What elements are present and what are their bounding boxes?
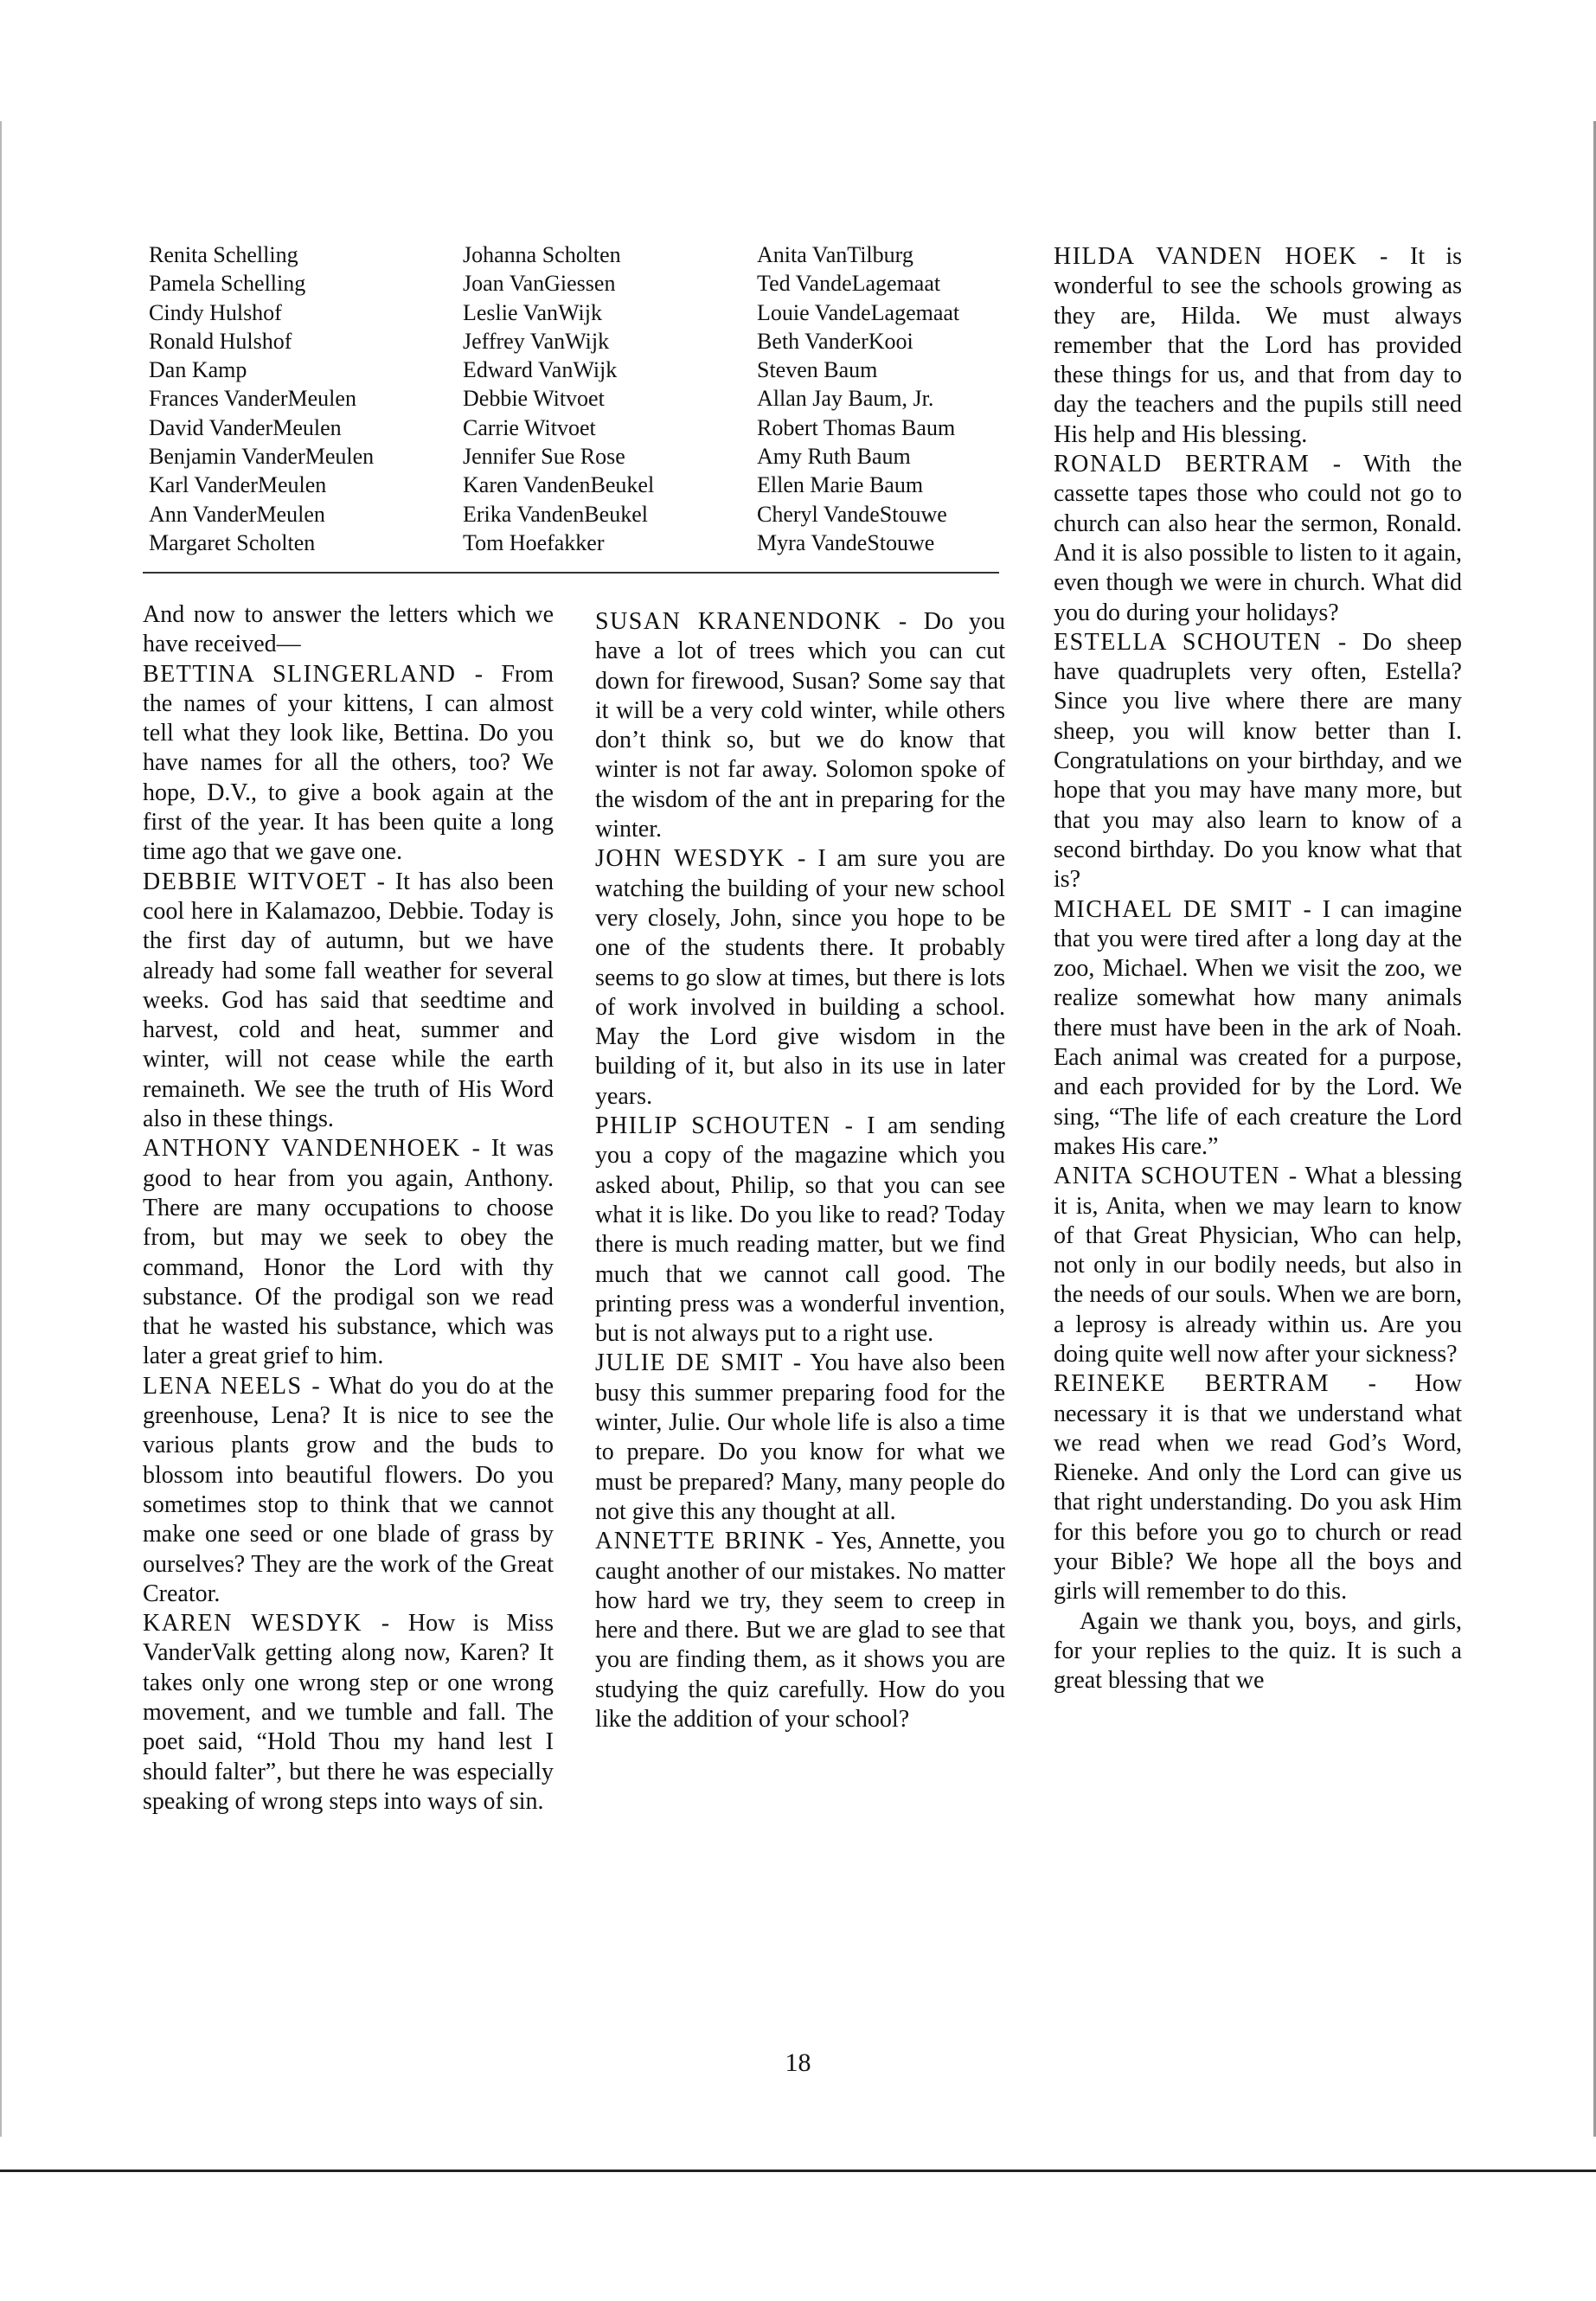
quiz-name-item: Louie VandeLagemaat xyxy=(757,299,960,325)
quiz-name-item: Benjamin VanderMeulen xyxy=(149,444,375,470)
quiz-name-item: Myra VandeStouwe xyxy=(757,529,935,555)
closing-paragraph: Again we thank you, boys, and girls, for your replies to the quiz. It is such a great blessing that we xyxy=(1054,1607,1462,1695)
letter-hilda xyxy=(1054,242,1462,450)
letter-text: Do you have a lot of trees which you can cut down for firewood, Susan? Some say that it will be a very cold winter, while others don’t think so, but we do know that winter is not far away. Solomon spoke of the wisdom of the ant in preparing for the winter. xyxy=(595,608,1005,843)
letter-name: RONALD BERTRAM - xyxy=(1054,451,1343,478)
letter-name: REINEKE BERTRAM - xyxy=(1054,1370,1378,1398)
letter-john xyxy=(595,844,1005,1112)
letter-philip xyxy=(595,1112,1005,1349)
letter-name: ANITA SCHOUTEN - xyxy=(1054,1163,1298,1190)
quiz-names-column-3 xyxy=(757,240,959,557)
letter-text: What a blessing it is, Anita, when we may learn to know of that Great Physician, Who can help, not only in our bodily needs, but also in the needs of our souls. When we are born, a leprosy is already within us. Are you doing quite well now after your sickness? xyxy=(1054,1163,1463,1368)
letter-text: You have also been busy this summer preparing food for the winter, Julie. Our whole life is also a time to prepare. Do you know for what we must be prepared? Many, many people do not give this any thought at all. xyxy=(595,1349,1005,1525)
quiz-name-item: Karen VandenBeukel xyxy=(463,472,655,498)
letter-text: It is wonderful to see the schools growing as they are, Hilda. We must always remember that the Lord has provided these things for us, and that from day to day the teachers and the pupils still need His help and His blessing. xyxy=(1054,243,1463,448)
letter-name: SUSAN KRANENDONK - xyxy=(595,608,908,635)
letter-ronald xyxy=(1054,450,1462,628)
letter-name: HILDA VANDEN HOEK - xyxy=(1054,243,1389,270)
letter-name: JOHN WESDYK - xyxy=(595,845,807,873)
quiz-name-item: Cindy Hulshof xyxy=(149,299,282,325)
letter-bettina xyxy=(143,660,554,868)
article-column-1 xyxy=(143,600,554,1817)
quiz-name-item: Allan Jay Baum, Jr. xyxy=(757,386,934,412)
quiz-name-item: Anita VanTilburg xyxy=(757,242,913,267)
article-column-2 xyxy=(595,607,1005,1734)
quiz-name-item: Cheryl VandeStouwe xyxy=(757,501,947,527)
letter-name: ANTHONY VANDENHOEK - xyxy=(143,1135,482,1163)
letter-michael xyxy=(1054,895,1462,1163)
letter-anita xyxy=(1054,1162,1462,1369)
letter-lena xyxy=(143,1372,554,1609)
page-number: 18 xyxy=(785,2048,811,2077)
quiz-name-item: Beth VanderKooi xyxy=(757,328,913,354)
quiz-name-item: Renita Schelling xyxy=(149,242,298,267)
quiz-name-item: Ted VandeLagemaat xyxy=(757,271,941,297)
quiz-name-item: Edward VanWijk xyxy=(463,357,618,383)
letter-text: Do sheep have quadruplets very often, Estella? Since you live where there are many sheep, you will know better than I. Congratulations on your birthday, and we hope that you may have many more, but that you may also learn to know of a second birthday. Do you know what that is? xyxy=(1054,628,1462,894)
quiz-name-item: Ann VanderMeulen xyxy=(149,501,325,527)
quiz-name-item: Jennifer Sue Rose xyxy=(463,444,625,470)
letter-name: KAREN WESDYK - xyxy=(143,1610,391,1638)
letter-text: I can imagine that you were tired after a long day at the zoo, Michael. When we visit the zoo, we realize somewhat how many animals there must have been in the ark of Noah. Each animal was created for a purpose, and each provided for by the Lord. We sing, “The life of each creature the Lord makes His care.” xyxy=(1054,895,1463,1160)
quiz-name-item: Jeffrey VanWijk xyxy=(463,328,610,354)
quiz-name-item: David VanderMeulen xyxy=(149,414,342,440)
quiz-name-item: Joan VanGiessen xyxy=(463,271,616,297)
letter-karen xyxy=(143,1609,554,1817)
letter-debbie xyxy=(143,868,554,1135)
quiz-name-item: Margaret Scholten xyxy=(149,529,316,555)
letter-name: ESTELLA SCHOUTEN - xyxy=(1054,628,1348,656)
letter-name: JULIE DE SMIT - xyxy=(595,1349,803,1377)
letter-name: ANNETTE BRINK - xyxy=(595,1528,825,1555)
letter-text: I am sending you a copy of the magazine which you asked about, Philip, so that you can see what it is like. Do you like to read? Today there is much reading matter, but we find much that we cannot call good. The printing press was a wonderful invention, but is not always put to a right use. xyxy=(595,1112,1005,1348)
letter-name: PHILIP SCHOUTEN - xyxy=(595,1112,855,1140)
quiz-name-item: Erika VandenBeukel xyxy=(463,501,648,527)
article-column-3 xyxy=(1054,242,1462,1696)
quiz-name-item: Pamela Schelling xyxy=(149,271,306,297)
letter-reineke xyxy=(1054,1369,1462,1606)
letter-julie xyxy=(595,1349,1005,1527)
quiz-name-item: Leslie VanWijk xyxy=(463,299,602,325)
letter-text: How necessary it is that we understand what we read when we read God’s Word, Rieneke. And only the Lord can give us that right understanding. Do you ask Him for this before you go to church or read your Bible? We hope all the boys and girls will remember to do this. xyxy=(1054,1370,1463,1606)
quiz-name-item: Johanna Scholten xyxy=(463,242,621,267)
quiz-name-item: Dan Kamp xyxy=(149,357,247,383)
letter-anthony xyxy=(143,1134,554,1371)
letter-text: Yes, Annette, you caught another of our mistakes. No matter how hard we try, they seem to creep in here and there. But we are glad to see that you are finding them, as it shows you are studying the quiz carefully. How do you like the addition of your school? xyxy=(595,1528,1005,1733)
letter-susan xyxy=(595,607,1005,844)
letter-text: It has also been cool here in Kalamazoo, Debbie. Today is the first day of autumn, but we have already had some fall weather for several weeks. God has said that seedtime and harvest, cold and heat, summer and winter, will not cease while the earth remaineth. We see the truth of His Word also in these things. xyxy=(143,868,554,1133)
letter-name: MICHAEL DE SMIT - xyxy=(1054,895,1313,923)
quiz-name-item: Ronald Hulshof xyxy=(149,328,292,354)
letters-intro: And now to answer the letters which we have received— xyxy=(143,601,554,658)
letter-text: How is Miss VanderValk getting along now, Karen? It takes only one wrong step or one wrong movement, and we tumble and fall. The poet said, “Hold Thou my hand lest I should falter”, but there he was especially speaking of wrong steps into ways of sin. xyxy=(143,1610,554,1815)
quiz-name-item: Tom Hoefakker xyxy=(463,529,605,555)
letter-text: It was good to hear from you again, Anthony. There are many occupations to choose from, but may we seek to obey the command, Honor the Lord with thy substance. Of the prodigal son we read that he wasted his substance, which was later a great grief to him. xyxy=(143,1135,554,1370)
quiz-name-item: Ellen Marie Baum xyxy=(757,472,924,498)
letter-estella xyxy=(1054,628,1462,895)
quiz-name-item: Steven Baum xyxy=(757,357,878,383)
quiz-name-item: Debbie Witvoet xyxy=(463,386,605,412)
letter-name: DEBBIE WITVOET - xyxy=(143,868,387,895)
letter-annette xyxy=(595,1527,1005,1734)
letter-text: I am sure you are watching the building of your new school very closely, John, since you hope to be one of the students there. It probably seems to go slow at times, but there is lots of work involved in building a school. May the Lord give wisdom in the building of it, but also in its use in later years. xyxy=(595,845,1005,1110)
letter-text: With the cassette tapes those who could not go to church can also hear the sermon, Ronald. And it is also possible to listen to it again, even though we were in church. What did you do during your holidays? xyxy=(1054,451,1462,626)
quiz-name-item: Karl VanderMeulen xyxy=(149,472,327,498)
quiz-name-item: Frances VanderMeulen xyxy=(149,386,356,412)
quiz-names-column-2 xyxy=(463,240,654,557)
letter-name: LENA NEELS - xyxy=(143,1372,322,1400)
quiz-names-column-1 xyxy=(149,240,374,557)
letter-text: From the names of your kittens, I can almost tell what they look like, Bettina. Do you have names for all the others, too? We hope, D.V., to give a book again at the first of the year. It has been quite a long time ago that we gave one. xyxy=(143,660,554,866)
page-bottom-edge xyxy=(0,2170,1596,2172)
letter-name: BETTINA SLINGERLAND - xyxy=(143,660,484,688)
quiz-name-item: Carrie Witvoet xyxy=(463,414,596,440)
names-divider-rule xyxy=(143,572,999,574)
letter-text: What do you do at the greenhouse, Lena? It is nice to see the various plants grow and the buds to blossom into beautiful flowers. Do you sometimes stop to think that we cannot make one seed or one blade of grass by ourselves? They are the work of the Great Creator. xyxy=(143,1372,554,1607)
quiz-name-item: Robert Thomas Baum xyxy=(757,414,956,440)
quiz-name-item: Amy Ruth Baum xyxy=(757,444,911,470)
page-left-edge xyxy=(0,121,2,2137)
